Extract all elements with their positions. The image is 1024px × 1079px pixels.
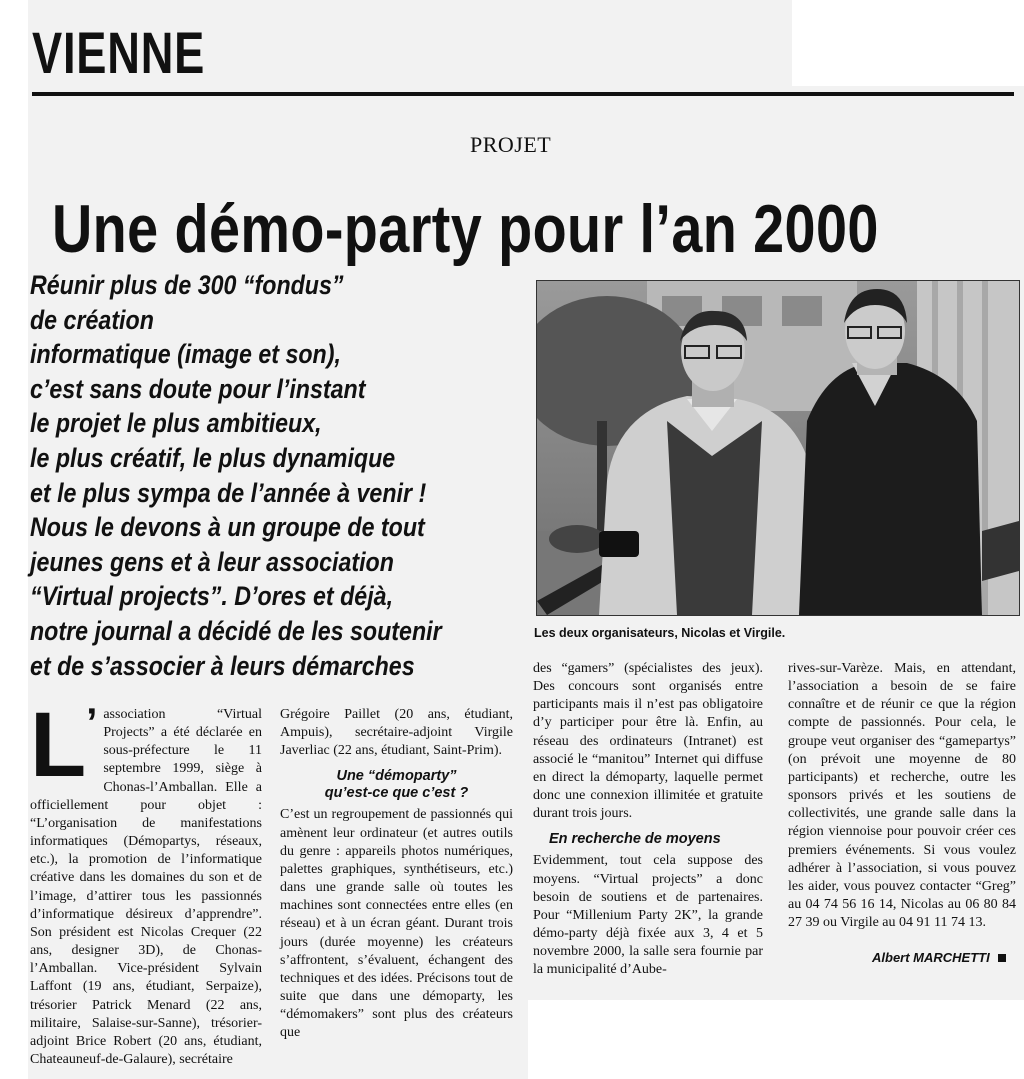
lede-line: et de s’associer à leurs démarches <box>30 650 415 681</box>
lede-line: Réunir plus de 300 “fondus” <box>30 270 344 300</box>
masthead-rule <box>32 92 1014 96</box>
author-name: Albert MARCHETTI <box>872 950 990 965</box>
article-paragraph: Grégoire Paillet (20 ans, étudiant, Ampuis), secrétaire-adjoint Virgile Javerliac (22 ans, étudiant, Saint-Prim). <box>280 707 513 759</box>
paper-margin <box>792 0 1024 86</box>
author-byline <box>872 950 1006 965</box>
subheading-moyens: En recherche de moyens <box>549 831 721 848</box>
drop-cap-apostrophe: ’ <box>86 701 98 745</box>
article-column-1 <box>30 694 262 1069</box>
photo-caption: Les deux organisateurs, Nicolas et Virgile. <box>534 626 786 640</box>
drop-cap-letter: L <box>30 694 87 796</box>
article-paragraph: Evidemment, tout cela suppose des moyens. “Virtual projects” a donc besoin de soutiens et de partenaires. Pour “Millenium Party 2K”, la grande démo-party déjà fixée aux 3, 4 et 5 novembre 2000, la salle sera fournie par la municipalité d’Aube- <box>533 853 763 978</box>
paper-margin-bottom <box>528 1000 1024 1079</box>
organizers-photo <box>536 280 1020 616</box>
subheading-line: Une “démoparty” <box>336 768 457 785</box>
lede-line: Nous le devons à un groupe de tout <box>30 512 425 543</box>
article-paragraph: des “gamers” (spécialistes des jeux). Des concours sont organisés entre participants mais il n’est pas obligatoire d’y participer pour être là. Enfin, au réseau des ordinateurs (Intranet) est associé le “manitou” Internet qui diffuse en direct la démoparty, laquelle permet donc une connexion illimitée et gratuite durant trois jours. <box>533 661 763 822</box>
lede-line: “Virtual projects”. D’ores et déjà, <box>30 581 394 612</box>
article-paragraph: C’est un regroupement de passionnés qui amènent leur ordinateur (et autres outils du genre : appareils photos numériques, palettes graphiques, synthétiseurs, etc.) dans une grande salle où toutes les machines sont connectées entre elles (en réseau) et à un écran géant. Durant trois jours (durée moyenne) les créateurs s’affrontent, s’évaluent, échangent des techniques et des idées. Précisons tout de suite que dans une démoparty, les “démomakers” sont plus des créateurs que <box>280 807 513 1041</box>
end-mark-icon <box>998 954 1006 962</box>
subheading-demoparty <box>280 768 513 802</box>
lede-line: de création <box>30 304 154 335</box>
drop-cap <box>30 694 98 796</box>
lede-line: c’est sans doute pour l’instant <box>30 373 366 404</box>
article-column-3 <box>533 660 763 980</box>
lede <box>30 268 550 683</box>
lede-line: jeunes gens et à leur association <box>30 546 394 577</box>
lede-line: et le plus sympa de l’année à venir ! <box>30 477 427 508</box>
article-paragraph: rives-sur-Varèze. Mais, en attendant, l’association a besoin de se faire connaître et de réunir ce que la région compte de passionnés. Pour cela, le groupe veut organiser des “gamepartys” (on prévoit une moyenne de 80 participants) et recherche, outre les sponsors privés et les soutiens de collectivités, une grande salle dans la région viennoise pour pouvoir créer ces premiers événements. Si vous voulez adhérer à l’association, si vous pouvez les aider, vous pouvez contacter “Greg” au 04 74 56 16 14, Nicolas au 06 80 84 27 39 ou Virgile au 04 91 11 74 13. <box>788 661 1016 931</box>
photo-illustration <box>537 281 1019 615</box>
article-column-2 <box>280 706 513 1043</box>
lede-line: notre journal a décidé de les soutenir <box>30 615 442 646</box>
subheading-line: qu’est-ce que c’est ? <box>324 785 469 802</box>
article-column-4 <box>788 660 1016 932</box>
lede-line: le plus créatif, le plus dynamique <box>30 442 396 473</box>
section-masthead: VIENNE <box>32 21 206 86</box>
headline: Une démo-party pour l’an 2000 <box>52 191 879 267</box>
lede-line: informatique (image et son), <box>30 339 341 370</box>
lede-line: le projet le plus ambitieux, <box>30 408 322 439</box>
article-paragraph: association “Virtual Projects” a été déclarée en sous-préfecture le 11 septembre 1999, siège à Chonas-l’Amballan. Elle a officiellement pour objet : “L’organisation de manifestations informatiques (Démopartys, réseaux, etc.), la promotion de l’informatique créative dans les domaines du son et de l’image, d’attirer tous les passionnés d’informatique désireux d’apprendre”. Son président est Nicolas Crequer (22 ans, designer 3D), de Chonas-l’Amballan. Vice-président Sylvain Laffont (19 ans, étudiant, Serpaize), trésorier Patrick Menard (22 ans, militaire, Salaise-sur-Sanne), trésorier-adjoint Brice Robert (20 ans, étudiant, Chateauneuf-de-Galaure), secrétaire <box>30 707 262 1067</box>
kicker: PROJET <box>470 132 552 157</box>
